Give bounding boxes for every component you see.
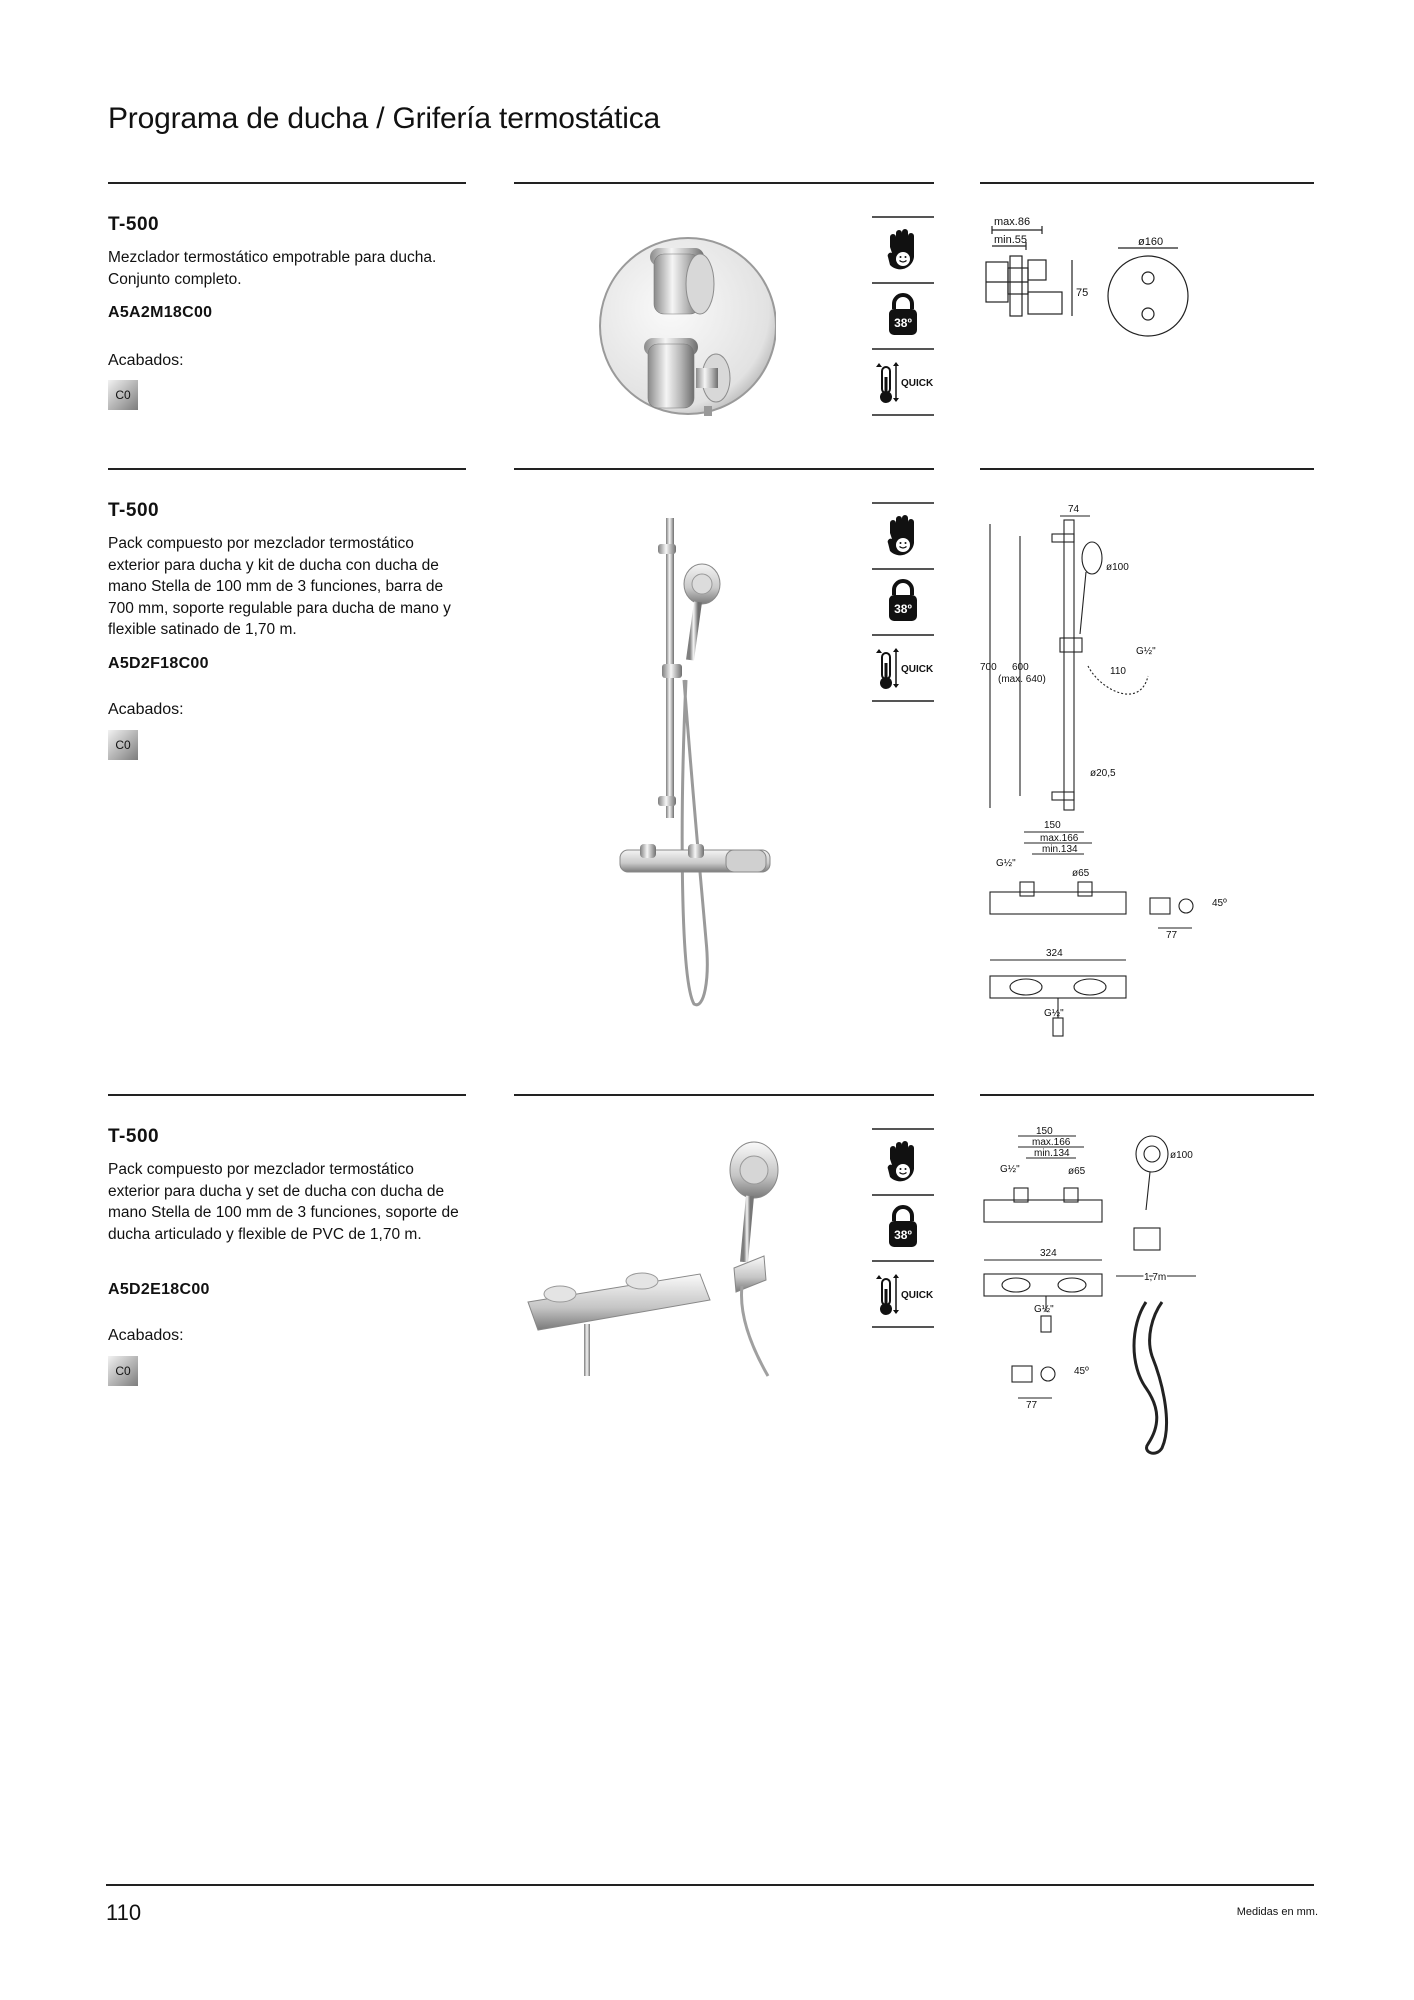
temp-badge-text: 38º <box>894 602 912 616</box>
quick-temperature-icon <box>872 350 934 416</box>
product-description: Mezclador termostático empotrable para ducha. Conjunto completo. <box>108 249 437 288</box>
finish-swatch-chrome: C0 <box>108 380 138 410</box>
dim-bar-diameter: ø20,5 <box>1090 768 1116 779</box>
feature-icons <box>872 1128 934 1328</box>
dim-angle: 45º <box>1074 1366 1089 1377</box>
section-rule <box>514 468 934 470</box>
measurement-note: Medidas en mm. <box>1236 1906 1318 1918</box>
dim-77: 77 <box>1166 930 1178 941</box>
product-description: Pack compuesto por mezclador termostático exterior para ducha y kit de ducha con ducha de mano Stella de 100 mm de 3 funciones, barra de 700 mm, soporte regulable para ducha de mano y flexible satinado de 1,70 m. <box>108 535 451 638</box>
hand-smile-icon <box>872 1128 934 1196</box>
dim-65: ø65 <box>1072 868 1090 879</box>
section-rule <box>514 1094 934 1096</box>
product-model: T-500 <box>108 1126 160 1147</box>
section-rule <box>980 1094 1314 1096</box>
technical-drawing-1 <box>980 212 1200 342</box>
dim-max: max.86 <box>994 216 1031 228</box>
dim-150: 150 <box>1036 1126 1053 1137</box>
temperature-lock-icon <box>872 1196 934 1262</box>
technical-drawing-2 <box>980 500 1250 1060</box>
product-photo-shower-set <box>524 1132 824 1382</box>
technical-drawing-3 <box>980 1126 1240 1466</box>
dim-max166: max.166 <box>1032 1137 1071 1148</box>
dim-max640: (max. 640) <box>998 674 1046 685</box>
finish-swatch-chrome: C0 <box>108 730 138 760</box>
dim-324: 324 <box>1040 1248 1057 1259</box>
dim-head-diameter: ø100 <box>1170 1150 1193 1161</box>
page-number: 110 <box>106 1900 142 1925</box>
feature-icons <box>872 502 934 702</box>
page-title: Programa de ducha / Grifería termostática <box>108 102 661 135</box>
dim-thread: G½" <box>1136 646 1156 657</box>
product-model: T-500 <box>108 214 160 235</box>
section-rule <box>108 468 466 470</box>
dim-700: 700 <box>980 662 997 673</box>
product-photo-built-in-mixer <box>596 228 776 428</box>
dim-max166: max.166 <box>1040 833 1079 844</box>
product-code: A5A2M18C00 <box>108 304 213 321</box>
finishes-label: Acabados: <box>108 1327 184 1344</box>
hand-smile-icon <box>872 216 934 284</box>
section-rule <box>108 182 466 184</box>
dim-min: min.55 <box>994 234 1028 246</box>
finish-swatch-chrome: C0 <box>108 1356 138 1386</box>
section-rule <box>980 182 1314 184</box>
dim-min134: min.134 <box>1034 1148 1070 1159</box>
quick-temperature-icon <box>872 636 934 702</box>
feature-icons <box>872 216 934 416</box>
temp-badge-text: 38º <box>894 316 912 330</box>
temp-badge-text: 38º <box>894 1228 912 1242</box>
dim-thread-inlet: G½" <box>1000 1164 1020 1175</box>
dim-width: 74 <box>1068 504 1080 515</box>
dim-600: 600 <box>1012 662 1029 673</box>
temperature-lock-icon <box>872 284 934 350</box>
footer-rule <box>106 1884 1314 1886</box>
hand-smile-icon <box>872 502 934 570</box>
finishes-label: Acabados: <box>108 352 184 369</box>
quick-label: QUICK <box>901 1290 934 1301</box>
product-code: A5D2F18C00 <box>108 655 209 672</box>
section-rule <box>514 182 934 184</box>
dim-head-diameter: ø100 <box>1106 562 1129 573</box>
quick-label: QUICK <box>901 664 934 675</box>
dim-thread-outlet: G½" <box>1034 1304 1054 1315</box>
quick-temperature-icon <box>872 1262 934 1328</box>
dim-110: 110 <box>1110 666 1126 677</box>
product-code: A5D2E18C00 <box>108 1281 210 1298</box>
dim-height: 75 <box>1076 287 1089 299</box>
quick-label: QUICK <box>901 378 934 389</box>
dim-324: 324 <box>1046 948 1063 959</box>
dim-angle: 45º <box>1212 898 1227 909</box>
finishes-label: Acabados: <box>108 701 184 718</box>
product-description: Pack compuesto por mezclador termostático exterior para ducha y set de ducha con ducha de mano Stella de 100 mm de 3 funciones, soporte de ducha articulado y flexible de PVC de 1,70 m. <box>108 1161 459 1243</box>
product-model: T-500 <box>108 500 160 521</box>
temperature-lock-icon <box>872 570 934 636</box>
dim-65: ø65 <box>1068 1166 1086 1177</box>
dim-hose-length: 1,7m <box>1144 1272 1167 1283</box>
dim-diameter: ø160 <box>1138 236 1164 248</box>
dim-77: 77 <box>1026 1400 1038 1411</box>
dim-150: 150 <box>1044 820 1061 831</box>
dim-min134: min.134 <box>1042 844 1078 855</box>
dim-thread-outlet: G½" <box>1044 1008 1064 1019</box>
section-rule <box>108 1094 466 1096</box>
dim-thread-inlet: G½" <box>996 858 1016 869</box>
product-photo-shower-kit <box>614 510 774 1014</box>
section-rule <box>980 468 1314 470</box>
